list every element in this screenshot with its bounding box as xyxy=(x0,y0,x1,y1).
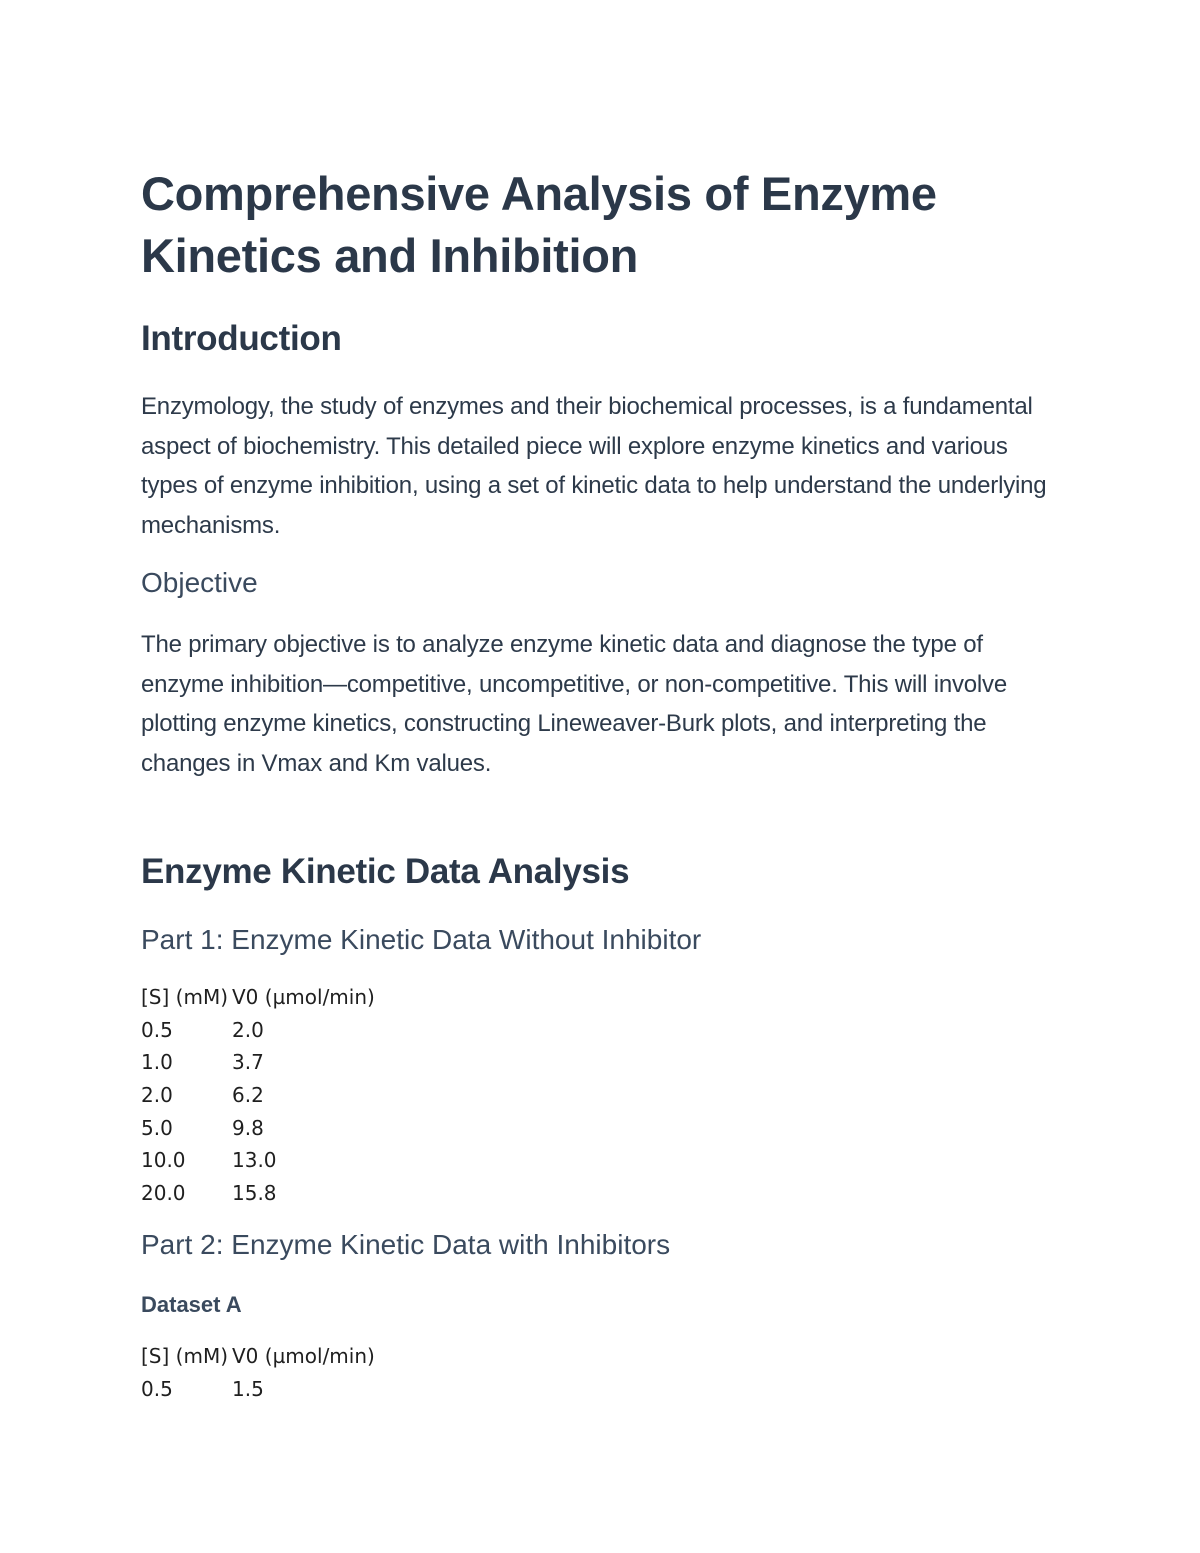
table-cell-substrate: 0.5 xyxy=(141,1376,173,1401)
dataset-a-heading: Dataset A xyxy=(141,1292,242,1317)
part1-data-table xyxy=(141,981,375,1209)
table-row xyxy=(141,1111,375,1144)
introduction-heading: Introduction xyxy=(141,319,342,358)
table-cell-velocity: 15.8 xyxy=(232,1180,277,1205)
table-cell-substrate: 0.5 xyxy=(141,1017,173,1042)
column-header-velocity: V0 (µmol/min) xyxy=(232,1344,375,1369)
column-header-substrate: [S] (mM) xyxy=(141,1344,229,1369)
table-cell-velocity: 6.2 xyxy=(232,1083,264,1108)
table-row xyxy=(141,1177,375,1210)
table-row xyxy=(141,1144,375,1177)
table-cell-substrate: 20.0 xyxy=(141,1180,186,1205)
dataset-a-data-table xyxy=(141,1340,375,1405)
table-cell-velocity: 3.7 xyxy=(232,1050,264,1075)
part1-heading: Part 1: Enzyme Kinetic Data Without Inhibitor xyxy=(141,924,702,955)
objective-paragraph: The primary objective is to analyze enzyme kinetic data and diagnose the type of enzyme inhibition—competitive, uncompetitive, or non-competitive. This will involve plotting enzyme kinetics, constructing Lineweaver-Burk plots, and interpreting the changes in Vmax and Km values. xyxy=(141,631,1008,777)
table-cell-substrate: 1.0 xyxy=(141,1050,173,1075)
analysis-heading: Enzyme Kinetic Data Analysis xyxy=(141,852,630,891)
objective-heading: Objective xyxy=(141,567,258,598)
document-title: Comprehensive Analysis of Enzyme Kinetics and Inhibition xyxy=(141,167,937,282)
table-row xyxy=(141,1079,375,1112)
table-cell-velocity: 9.8 xyxy=(232,1115,264,1140)
table-cell-substrate: 2.0 xyxy=(141,1083,173,1108)
table-cell-substrate: 10.0 xyxy=(141,1148,186,1173)
table-cell-substrate: 5.0 xyxy=(141,1115,173,1140)
table-cell-velocity: 2.0 xyxy=(232,1017,264,1042)
table-header-row xyxy=(141,981,375,1014)
table-row xyxy=(141,1046,375,1079)
table-row xyxy=(141,1373,375,1406)
introduction-paragraph: Enzymology, the study of enzymes and their biochemical processes, is a fundamental aspect of biochemistry. This detailed piece will explore enzyme kinetics and various types of enzyme inhibition, using a set of kinetic data to help understand the underlying mechanisms. xyxy=(141,393,1047,539)
column-header-substrate: [S] (mM) xyxy=(141,985,229,1010)
part2-heading: Part 2: Enzyme Kinetic Data with Inhibitors xyxy=(141,1229,671,1260)
column-header-velocity: V0 (µmol/min) xyxy=(232,985,375,1010)
table-header-row xyxy=(141,1340,375,1373)
table-cell-velocity: 13.0 xyxy=(232,1148,277,1173)
table-row xyxy=(141,1014,375,1047)
table-cell-velocity: 1.5 xyxy=(232,1376,264,1401)
